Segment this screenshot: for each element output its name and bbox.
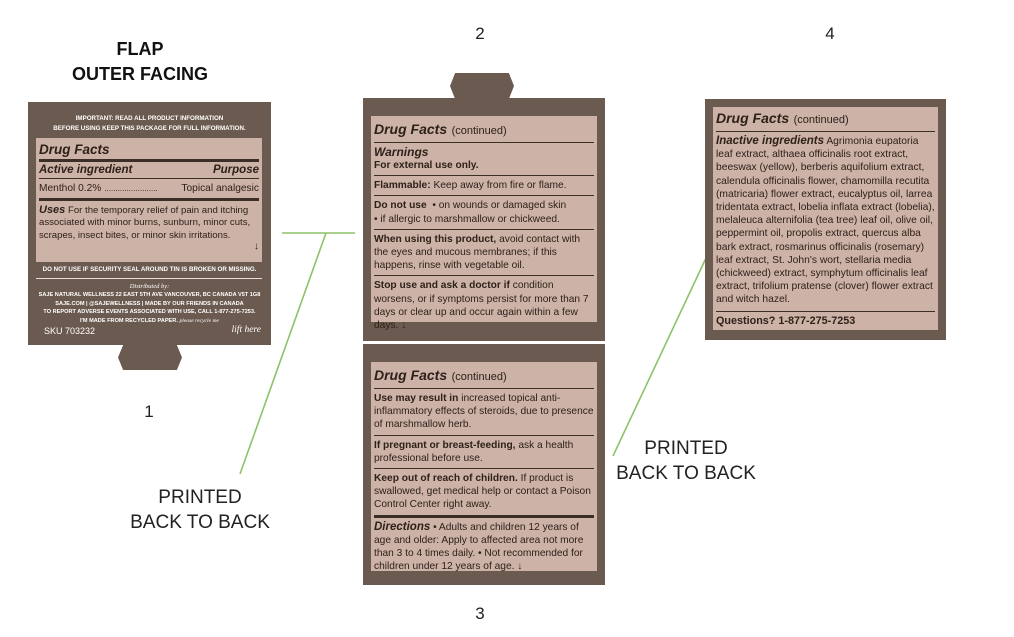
divider xyxy=(374,195,594,196)
divider xyxy=(374,275,594,276)
drug-facts-heading: Drug Facts (continued) xyxy=(374,367,507,383)
pregnancy-section: If pregnant or breast-feeding, ask a health professional before use. xyxy=(374,439,574,464)
drug-facts-heading: Drug Facts (continued) xyxy=(716,110,849,126)
lift-here-label: lift here xyxy=(231,325,261,335)
menthol-row: Menthol 0.2% ........................ Topical analgesic xyxy=(39,183,259,194)
questions-line: Questions? 1-877-275-7253 xyxy=(716,314,856,327)
continue-arrow: ↓ xyxy=(517,561,523,573)
divider xyxy=(36,278,262,279)
active-ingredient-header: Active ingredient Purpose xyxy=(39,164,259,176)
use-may-result-section: Use may result in increased topical anti-inflammatory effects of steroids, due to presence of marshmallow herb. xyxy=(374,393,594,431)
distributor-info: Distributed by: SAJE NATURAL WELLNESS 22 EAST 5TH AVE VANCOUVER, BC CANADA V5T 1G8 SAJE.COM | @SAJEWELLNESS | MADE BY OUR FRIENDS IN CANADA TO REPORT ADVERSE EVENTS ASSOCIATED WITH USE, CALL 1-877-275-7253. I'M MADE FROM RECYCLED PAPER. please recycle me xyxy=(38,283,261,324)
uses-section: Uses For the temporary relief of pain and itching associated with minor burns, sunburn, minor cuts, scrapes, insect bites, or minor skin irritations. xyxy=(39,204,251,241)
stop-use-warning: Stop use and ask a doctor if condition worsens, or if symptoms persist for more than 7 days or clear up and occur again within a few days. ↓ xyxy=(374,280,589,332)
panel-number-3: 3 xyxy=(475,604,485,623)
divider xyxy=(39,178,259,179)
divider xyxy=(374,515,594,518)
when-using-warning: When using this product, avoid contact with the eyes and mucous membranes; if this happens, rinse with vegetable oil. xyxy=(374,233,581,272)
important-notice: IMPORTANT: READ ALL PRODUCT INFORMATION BEFORE USING KEEP THIS PACKAGE FOR FULL INFORMATION. xyxy=(53,115,246,132)
panel-4 xyxy=(705,99,946,340)
divider xyxy=(374,435,594,436)
panel-2-drug-facts-box xyxy=(371,116,597,332)
divider xyxy=(374,142,594,143)
divider xyxy=(39,159,259,162)
panel-4-drug-facts-box xyxy=(713,107,938,330)
warnings-heading: Warnings xyxy=(374,145,429,159)
panel-1-drug-facts-box xyxy=(36,138,262,262)
panel-1-flap xyxy=(28,102,271,345)
continue-arrow: ↓ xyxy=(253,240,259,252)
panel-2-top-tab xyxy=(450,73,514,99)
printed-back-to-back-label-left: PRINTED BACK TO BACK xyxy=(130,487,270,533)
panel-2 xyxy=(363,98,605,341)
panel-number-4: 4 xyxy=(825,24,835,43)
divider xyxy=(39,198,259,201)
inactive-ingredients-section: Inactive ingredients Agrimonia eupatoria leaf extract, althaea officinalis root extract, beeswax (yellow), berberis aquifolium extract, calendula officinalis flower, chamomilla recutita (matricaria) flower extract, eucalyptus oil, larrea tridentata extract, lobelia inflata extract (lobelia), melaleuca alternifolia (tea tree) leaf oil, olive oil, peppermint oil, propolis extract, quercus alba bark extract, rosmarinus officinalis (rosemary) leaf extract, St. John's wort, stellaria media (chickweed) extract, symphytum officinalis leaf extract, trifolium pratense (clover) flower extract and witch hazel. xyxy=(716,135,935,306)
flammable-warning: Flammable: Keep away from fire or flame. xyxy=(374,180,567,192)
panel-number-1: 1 xyxy=(144,402,154,421)
connector-diagonal-right xyxy=(613,258,706,456)
panel-3 xyxy=(363,344,605,585)
divider xyxy=(374,388,594,389)
divider xyxy=(374,175,594,176)
divider xyxy=(716,131,935,132)
flap-title-line2: OUTER FACING xyxy=(71,64,208,84)
printed-back-to-back-label-right: PRINTED BACK TO BACK xyxy=(616,438,756,484)
drug-facts-heading: Drug Facts (continued) xyxy=(374,121,507,137)
seal-warning: DO NOT USE IF SECURITY SEAL AROUND TIN IS BROKEN OR MISSING. xyxy=(42,266,257,273)
flap-bottom-tab xyxy=(118,345,182,370)
drug-facts-title: Drug Facts xyxy=(39,142,110,157)
sku-number: SKU 703232 xyxy=(44,326,96,336)
divider xyxy=(374,468,594,469)
flap-title-line1: FLAP xyxy=(116,39,164,59)
panel-number-2: 2 xyxy=(475,24,485,43)
keep-out-of-reach-section: Keep out of reach of children. If product is swallowed, get medical help or contact a Poison Control Center right away. xyxy=(374,473,591,511)
directions-section: Directions • Adults and children 12 years of age and older: Apply to affected area not more than 3 to 4 times daily. • Not recommended for children under 12 years of age. ↓ xyxy=(374,520,584,573)
divider xyxy=(374,229,594,230)
do-not-use-warning: Do not use • on wounds or damaged skin • if allergic to marshmallow or chickweed. xyxy=(374,200,567,225)
divider xyxy=(716,311,935,312)
panel-3-drug-facts-box xyxy=(371,362,597,571)
external-use-notice: For external use only. xyxy=(374,160,479,171)
continue-arrow: ↓ xyxy=(401,320,407,332)
